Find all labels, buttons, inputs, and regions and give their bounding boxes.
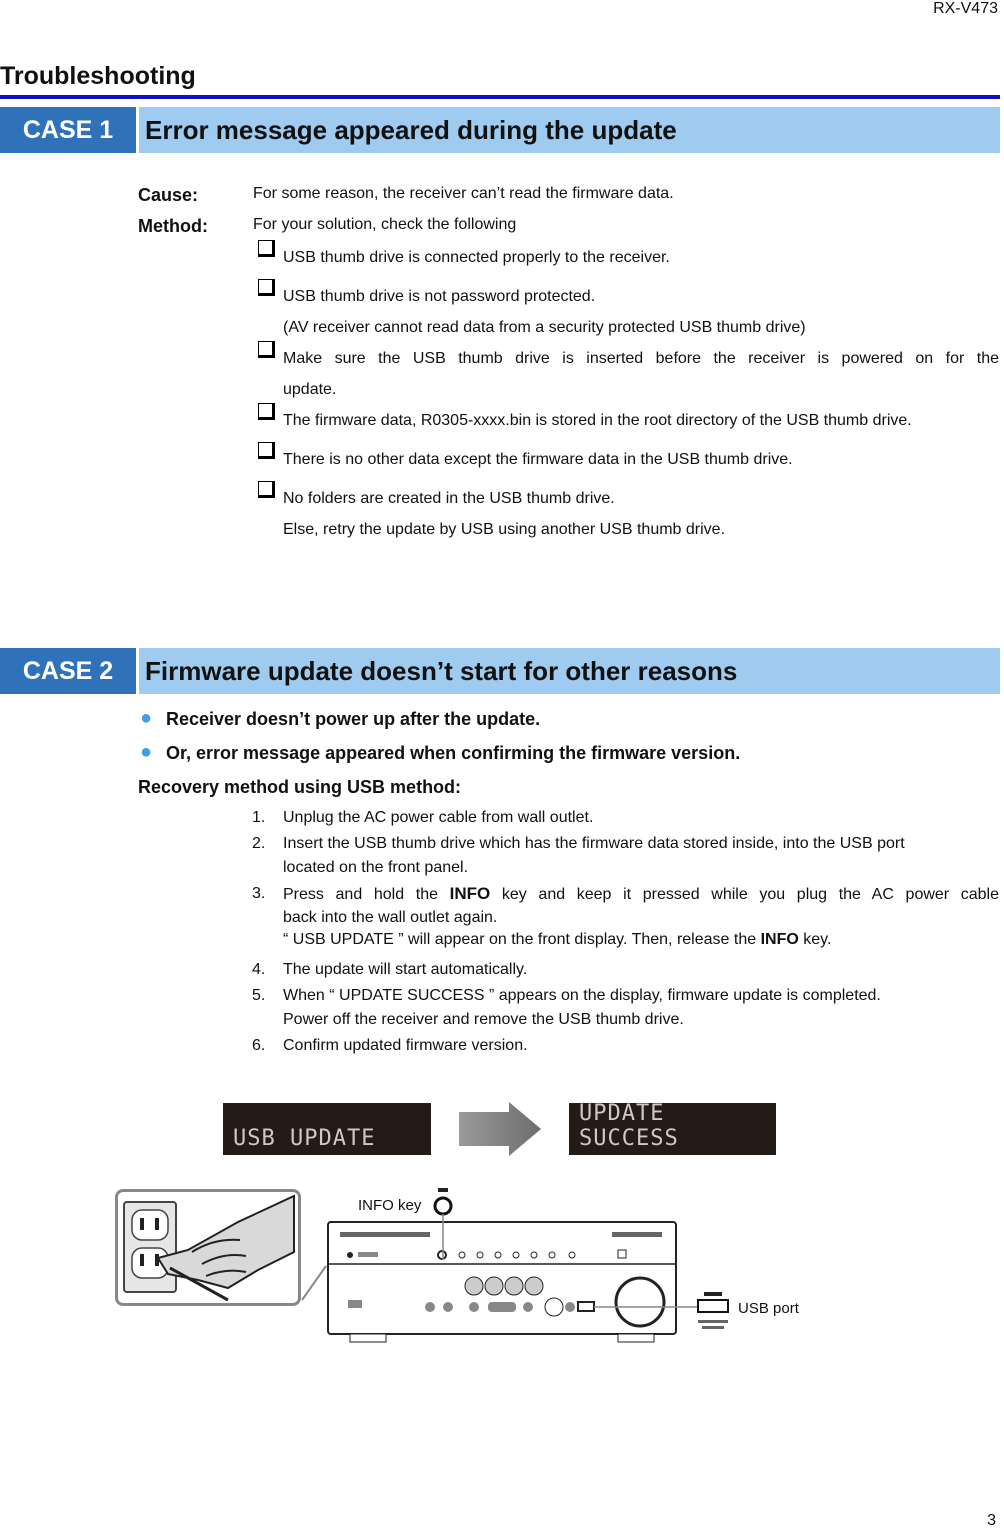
step-number: 1.	[252, 809, 266, 826]
checkbox-icon	[258, 442, 284, 464]
bullet-icon: ●	[140, 707, 153, 729]
step-text-post: key and keep it pressed while you plug the AC power cable	[501, 886, 1000, 903]
checkbox-icon	[258, 279, 284, 301]
step-line	[283, 929, 999, 951]
page-number: 3	[987, 1512, 996, 1529]
usb-port-callout: USB port	[738, 1300, 799, 1317]
step-line	[283, 882, 999, 907]
step-text	[283, 832, 999, 880]
step-text-post: key.	[803, 931, 832, 948]
case1-title: Error message appeared during the update	[139, 107, 1000, 153]
check-item-note: (AV receiver cannot read data from a security protected USB thumb drive)	[283, 319, 806, 336]
case2-bullet: Receiver doesn’t power up after the update.	[166, 709, 541, 729]
case2-header	[0, 648, 1000, 694]
step-text	[283, 984, 999, 1032]
check-item: USB thumb drive is not password protected.	[283, 288, 596, 305]
step-text	[283, 882, 999, 951]
step-line: back into the wall outlet again.	[283, 909, 498, 926]
info-key-callout: INFO key	[358, 1197, 422, 1214]
step-number: 2.	[252, 835, 266, 852]
check-item: No folders are created in the USB thumb drive.	[283, 490, 615, 507]
check-item-note: Else, retry the update by USB using another USB thumb drive.	[283, 521, 726, 538]
display-usb-update: USB UPDATE	[223, 1103, 431, 1155]
section-title: Troubleshooting	[0, 62, 196, 90]
checkbox-icon	[258, 240, 284, 262]
case2-bullet: Or, error message appeared when confirming the firmware version.	[166, 743, 741, 763]
check-item: The firmware data, R0305-xxxx.bin is stored in the root directory of the USB thumb drive.	[283, 412, 912, 429]
bullet-icon: ●	[140, 741, 153, 763]
case1-tag: CASE 1	[0, 107, 136, 153]
case1-header	[0, 107, 1000, 153]
step-line: When “ UPDATE SUCCESS ” appears on the display, firmware update is completed.	[283, 987, 881, 1004]
model-number: RX-V473	[933, 0, 998, 17]
cause-text: For some reason, the receiver can’t read the firmware data.	[253, 185, 674, 202]
checkbox-icon	[258, 403, 284, 425]
check-item-cont: update.	[283, 381, 337, 398]
step-line: Insert the USB thumb drive which has the firmware data stored inside, into the USB port	[283, 835, 905, 852]
step-text-pre: “ USB UPDATE ” will appear on the front display. Then, release the	[283, 931, 757, 948]
method-text: For your solution, check the following	[253, 216, 517, 233]
checkbox-icon	[258, 341, 284, 363]
case2-title: Firmware update doesn’t start for other reasons	[139, 648, 1000, 694]
info-key-label: INFO	[760, 931, 799, 948]
step-line: located on the front panel.	[283, 859, 469, 876]
arrow-right-icon	[459, 1102, 541, 1161]
step-text: The update will start automatically.	[283, 961, 528, 978]
check-item: There is no other data except the firmware data in the USB thumb drive.	[283, 451, 793, 468]
display-update-success: UPDATE SUCCESS	[569, 1103, 776, 1155]
case2-tag: CASE 2	[0, 648, 136, 694]
check-item: USB thumb drive is connected properly to the receiver.	[283, 249, 670, 266]
step-number: 4.	[252, 961, 266, 978]
step-text: Confirm updated firmware version.	[283, 1037, 528, 1054]
step-number: 6.	[252, 1037, 266, 1054]
step-text-pre: Press and hold the	[283, 886, 438, 903]
method-label: Method:	[138, 216, 208, 236]
plug-illustration	[115, 1189, 301, 1306]
step-number: 3.	[252, 885, 266, 902]
recovery-heading: Recovery method using USB method:	[138, 777, 462, 797]
check-item: Make sure the USB thumb drive is inserted before the receiver is powered on for the	[283, 350, 999, 367]
title-rule	[0, 95, 1000, 99]
step-line: Power off the receiver and remove the USB thumb drive.	[283, 1011, 684, 1028]
info-key-label: INFO	[449, 884, 491, 903]
cause-label: Cause:	[138, 185, 199, 205]
step-number: 5.	[252, 987, 266, 1004]
checkbox-icon	[258, 481, 284, 503]
step-text: Unplug the AC power cable from wall outlet.	[283, 809, 594, 826]
